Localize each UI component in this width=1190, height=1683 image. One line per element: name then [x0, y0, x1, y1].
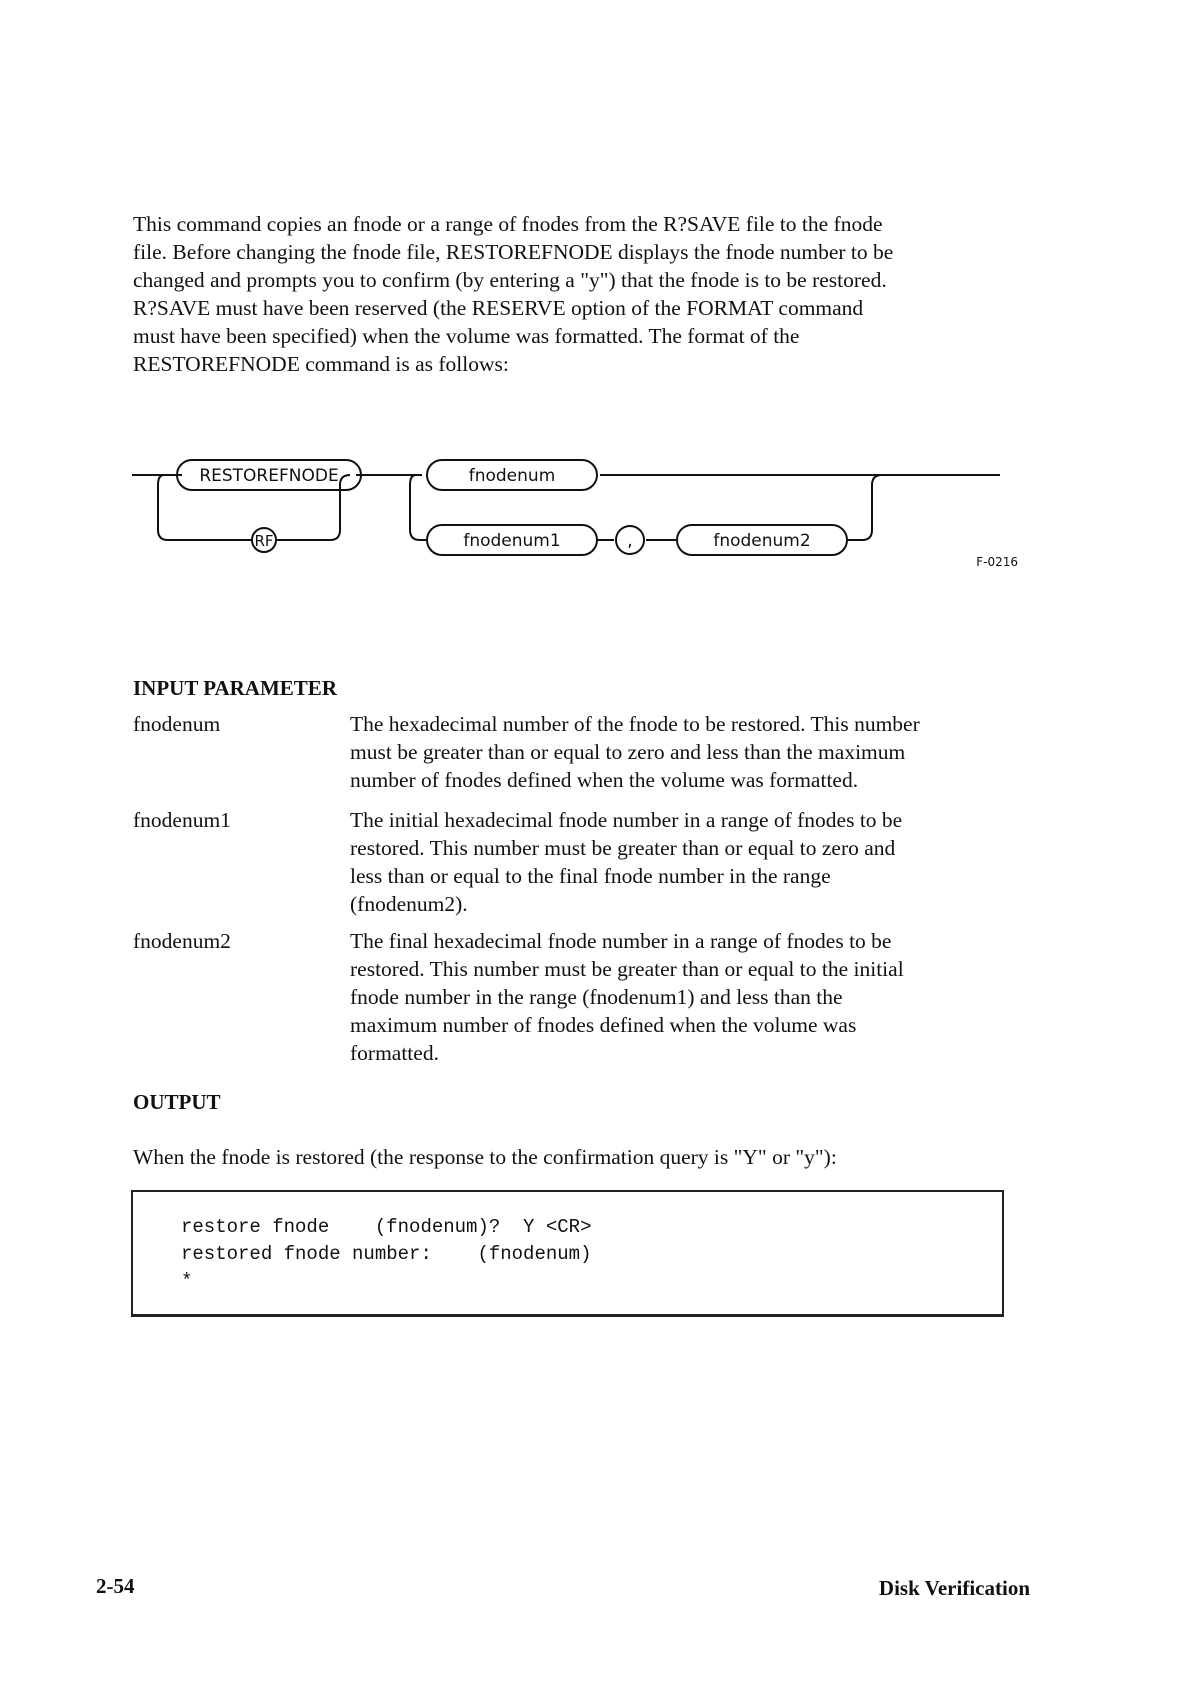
diagram-separator: , — [627, 531, 633, 551]
param-desc-line: (fnodenum2). — [350, 892, 468, 916]
intro-line: must have been specified) when the volume was formatted. The format of the — [133, 324, 800, 348]
output-code — [181, 1214, 591, 1295]
intro-line: RESTOREFNODE command is as follows: — [133, 352, 509, 376]
param-name-fnodenum: fnodenum — [133, 712, 221, 736]
section-title: Disk Verification — [878, 1576, 1030, 1600]
diagram-param2: fnodenum2 — [713, 531, 811, 551]
intro-line: changed and prompts you to confirm (by entering a "y") that the fnode is to be restored. — [133, 268, 887, 292]
param-desc-line: formatted. — [350, 1041, 439, 1065]
diagram-figure-id: F-0216 — [976, 555, 1018, 569]
param-desc-line: The initial hexadecimal fnode number in a range of fnodes to be — [350, 808, 903, 832]
code-line: restored fnode number: (fnodenum) — [181, 1243, 592, 1265]
param-desc-line: must be greater than or equal to zero and less than the maximum — [350, 740, 906, 764]
code-line: restore fnode (fnodenum)? Y <CR> — [181, 1216, 592, 1238]
param-desc-line: maximum number of fnodes defined when the volume was — [350, 1013, 857, 1037]
param-desc-line: The final hexadecimal fnode number in a range of fnodes to be — [350, 929, 892, 953]
intro-paragraph — [133, 210, 1013, 378]
input-parameter-heading: INPUT PARAMETER — [133, 676, 337, 700]
param-desc-fnodenum2 — [350, 927, 1030, 1067]
output-heading: OUTPUT — [133, 1090, 221, 1114]
param-desc-line: number of fnodes defined when the volume was formatted. — [350, 768, 859, 792]
param-desc-line: fnode number in the range (fnodenum1) and less than the — [350, 985, 843, 1009]
param-desc-line: restored. This number must be greater than or equal to zero and — [350, 836, 896, 860]
param-desc-line: The hexadecimal number of the fnode to be restored. This number — [350, 712, 920, 736]
param-desc-fnodenum — [350, 710, 1030, 794]
intro-line: This command copies an fnode or a range of fnodes from the R?SAVE file to the fnode — [133, 212, 883, 236]
diagram-abbrev: RF — [254, 532, 274, 550]
intro-line: file. Before changing the fnode file, RESTOREFNODE displays the fnode number to be — [133, 240, 894, 264]
param-name-fnodenum1: fnodenum1 — [133, 808, 231, 832]
page-number: 2-54 — [96, 1574, 135, 1598]
intro-line: R?SAVE must have been reserved (the RESERVE option of the FORMAT command — [133, 296, 864, 320]
param-desc-line: restored. This number must be greater than or equal to the initial — [350, 957, 904, 981]
diagram-command: RESTOREFNODE — [199, 466, 339, 486]
syntax-diagram — [120, 440, 1040, 590]
param-name-fnodenum2: fnodenum2 — [133, 929, 231, 953]
output-description: When the fnode is restored (the response to the confirmation query is "Y" or "y"): — [133, 1145, 837, 1169]
diagram-param1: fnodenum1 — [463, 531, 561, 551]
code-line: * — [181, 1270, 193, 1292]
diagram-param: fnodenum — [468, 466, 556, 486]
param-desc-fnodenum1 — [350, 806, 1030, 918]
param-desc-line: less than or equal to the final fnode number in the range — [350, 864, 831, 888]
output-code-box — [131, 1190, 1004, 1317]
